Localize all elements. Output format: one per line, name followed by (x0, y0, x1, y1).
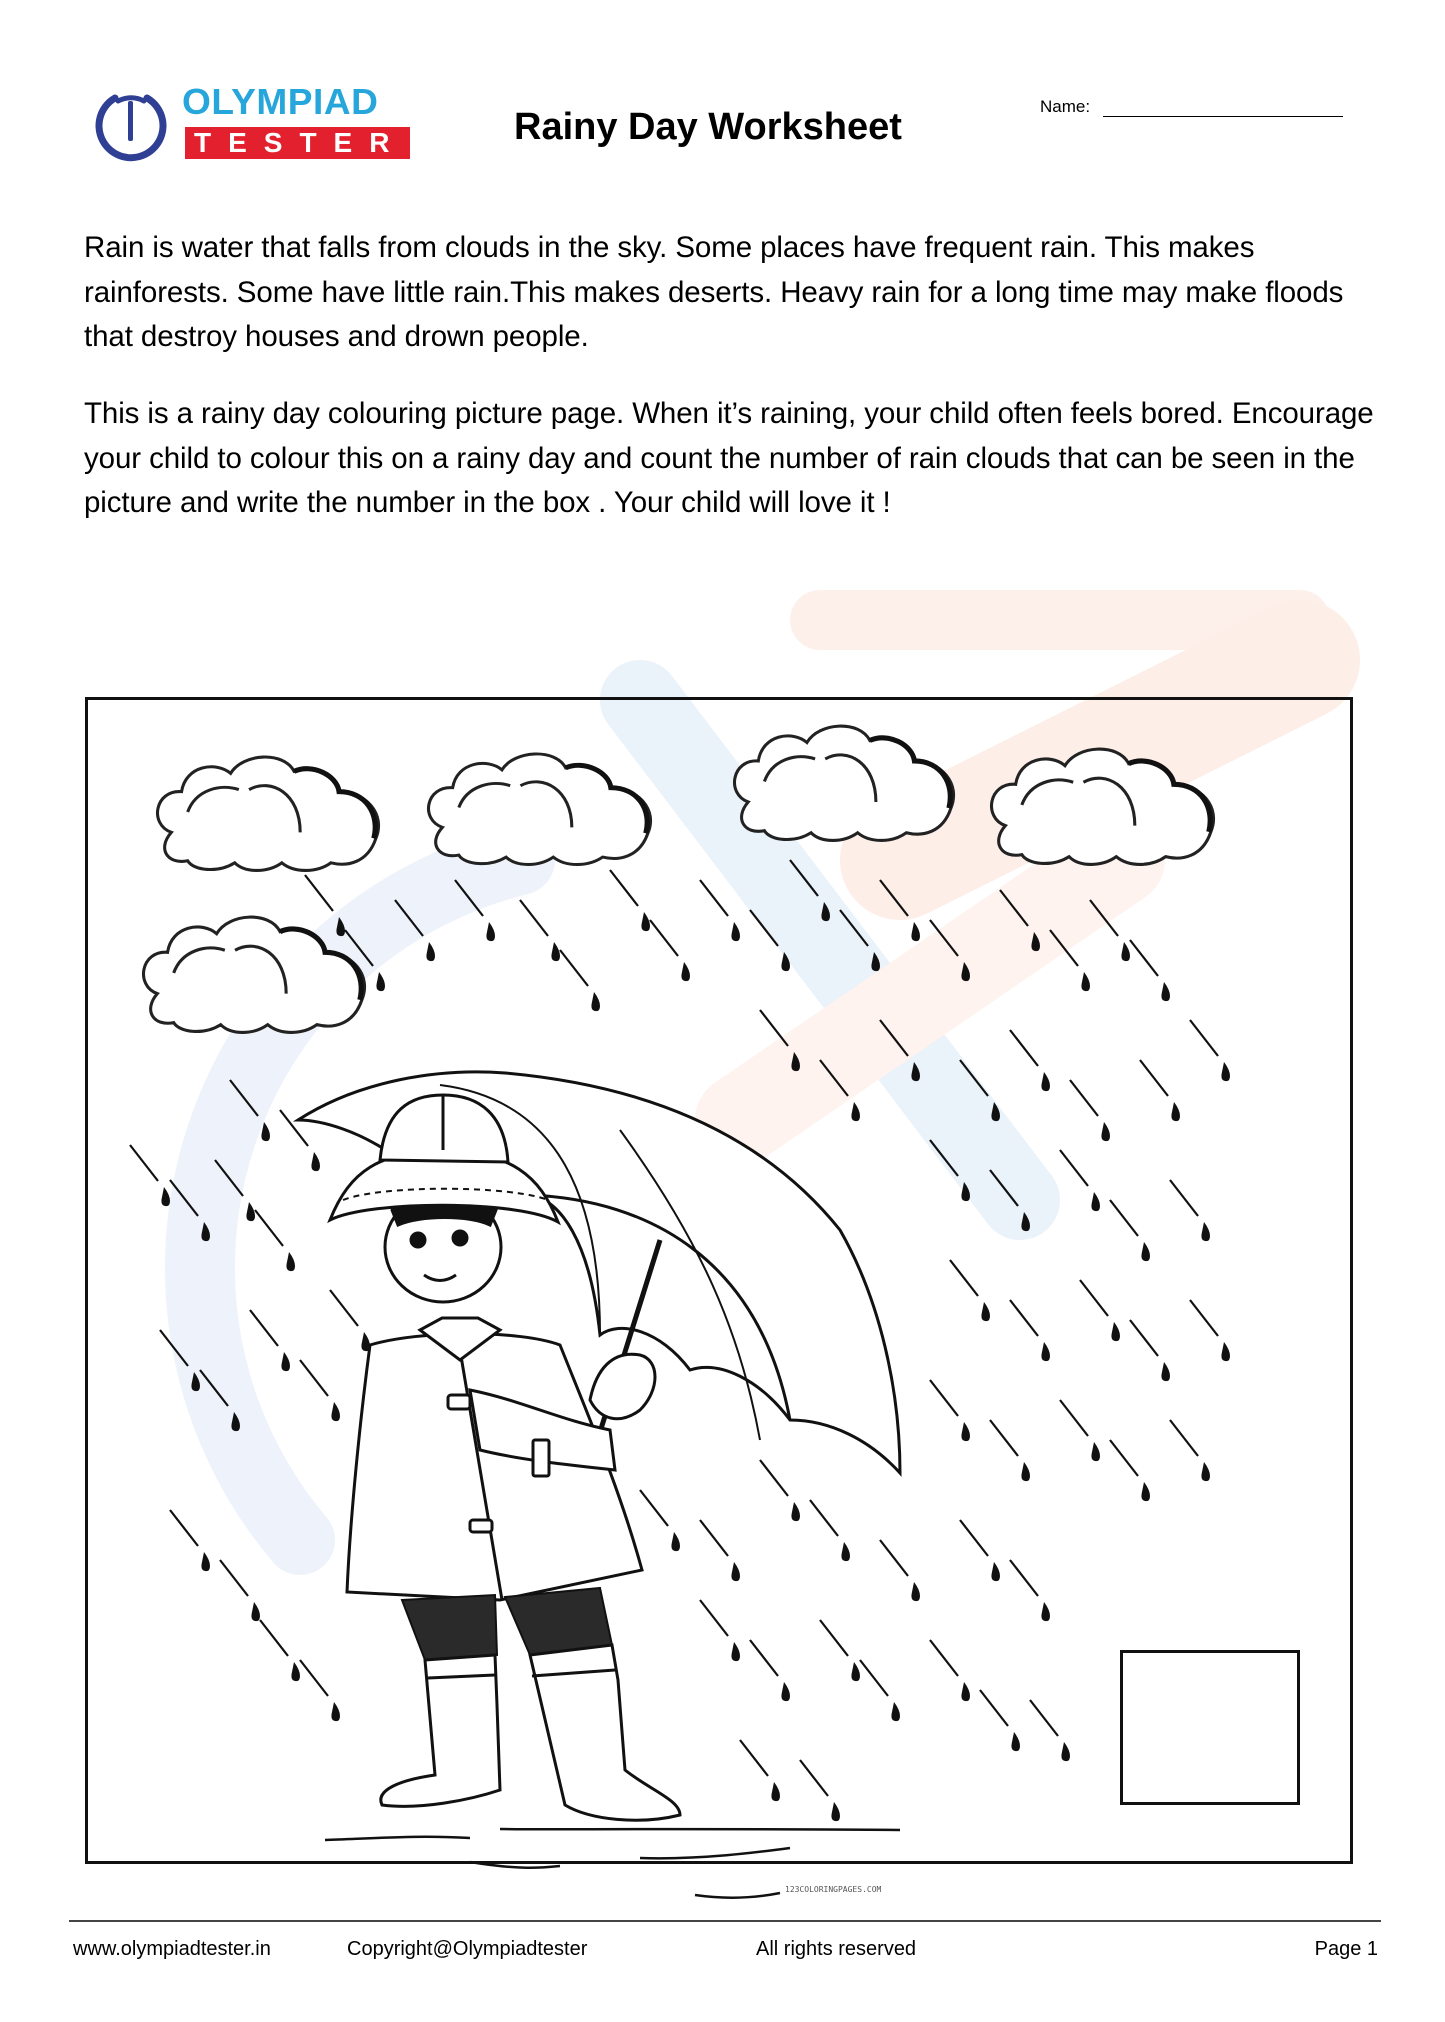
rain-drop (220, 1560, 260, 1621)
rain-drop (255, 1210, 295, 1271)
rain-drop (990, 1170, 1030, 1231)
rain-drop (700, 1600, 740, 1661)
rain-drop (1110, 1200, 1150, 1261)
rain-drop (740, 1740, 780, 1801)
rain-drop (790, 860, 830, 921)
rain-drop (980, 1690, 1020, 1751)
rain-drop (1190, 1020, 1230, 1081)
rain-drop (1170, 1420, 1210, 1481)
footer-website: www.olympiadtester.in (73, 1938, 271, 1960)
rain-drop (1010, 1300, 1050, 1361)
rain-drop (215, 1160, 255, 1221)
rain-drop (1050, 930, 1090, 991)
rain-cloud (144, 917, 365, 1032)
footer-copyright: Copyright@Olympiadtester (347, 1938, 588, 1960)
rain-cloud (429, 754, 651, 865)
rain-drop (170, 1180, 210, 1241)
rain-drop (880, 880, 920, 941)
rain-drop (1110, 1440, 1150, 1501)
page-title: Rainy Day Worksheet (514, 106, 902, 148)
rain-drop (820, 1620, 860, 1681)
rain-drop (860, 1660, 900, 1721)
rain-drop (455, 880, 495, 941)
rain-drop (520, 900, 560, 961)
rain-drop (330, 1290, 370, 1351)
rain-drop (160, 1330, 200, 1391)
rain-drop (820, 1060, 860, 1121)
rain-drop (1060, 1400, 1100, 1461)
name-field-line[interactable] (1103, 116, 1343, 117)
rain-drop (1140, 1060, 1180, 1121)
rain-drop (700, 880, 740, 941)
raincoat (347, 1318, 642, 1600)
rain-drop (130, 1145, 170, 1206)
rain-drop (990, 1420, 1030, 1481)
rain-drop (760, 1460, 800, 1521)
rain-clouds (144, 726, 1214, 1032)
rain-drop (650, 920, 690, 981)
instructions-paragraph: This is a rainy day colouring picture page. When it’s raining, your child often feels bored. Encourage your child to colour this on a rainy day and count the number of rain clouds that can be seen in the picture and write the number in the box . Your child will love it ! (84, 397, 1374, 519)
olympiad-tester-logo (90, 81, 415, 162)
footer-rights: All rights reserved (756, 1938, 917, 1960)
rain-drop (760, 1010, 800, 1071)
rain-drop (300, 1360, 340, 1421)
boots (381, 1645, 680, 1820)
rain-drop (840, 910, 880, 971)
rain-drop (1130, 1320, 1170, 1381)
rain-drop (960, 1520, 1000, 1581)
intro-paragraph: Rain is water that falls from clouds in the sky. Some places have frequent rain. This makes rainforests. Some have little rain.This makes deserts. Heavy rain for a long time may make floods that destroy houses and drown people. (84, 231, 1344, 353)
footer-page-number: Page 1 (1314, 1938, 1378, 1960)
rain-drop (1090, 900, 1130, 961)
rain-drop (750, 1640, 790, 1701)
rain-cloud (735, 726, 954, 840)
logo-t-circle-icon (93, 91, 169, 161)
cloud-count-answer-box[interactable] (1120, 1650, 1300, 1805)
rain-drop (610, 870, 650, 931)
logo-text-tester-bar (185, 127, 410, 159)
rain-drop (1080, 1280, 1120, 1341)
rain-drop (1060, 1150, 1100, 1211)
rain-drop (880, 1540, 920, 1601)
rain-drop (200, 1370, 240, 1431)
rain-drop (170, 1510, 210, 1571)
rain-drop (960, 1060, 1000, 1121)
hand (590, 1354, 655, 1418)
rain-drop (810, 1500, 850, 1561)
name-label: Name: (1040, 97, 1091, 116)
rain-cloud (992, 749, 1214, 864)
rain-drop (1070, 1080, 1110, 1141)
rain-drop (300, 1660, 340, 1721)
rain-drop (800, 1760, 840, 1821)
logo-text-olympiad: OLYMPIAD (182, 81, 379, 122)
rain-drop (1010, 1030, 1050, 1091)
rain-drop (930, 1640, 970, 1701)
rain-drop (260, 1620, 300, 1681)
rain-drop (560, 950, 600, 1011)
footer-divider (69, 1920, 1381, 1922)
rain-drop (930, 1380, 970, 1441)
rain-drop (395, 900, 435, 961)
rain-drop (930, 920, 970, 981)
rain-drop (1130, 940, 1170, 1001)
rain-drop (1010, 1560, 1050, 1621)
rain-drop (250, 1310, 290, 1371)
rain-drop (950, 1260, 990, 1321)
logo-text-tester: TESTER (194, 127, 407, 158)
rain-drop (1000, 890, 1040, 951)
rain-drop (700, 1520, 740, 1581)
rain-drop (750, 910, 790, 971)
rain-drop (880, 1020, 920, 1081)
rain-drop (930, 1140, 970, 1201)
rain-drop (1030, 1700, 1070, 1761)
illustration-credit: 123COLORINGPAGES.COM (785, 1885, 882, 1894)
rain-drop (640, 1490, 680, 1551)
rain-drop (305, 875, 345, 936)
rain-cloud (158, 757, 379, 870)
rain-drop (1190, 1300, 1230, 1361)
rain-drop (230, 1080, 270, 1141)
rain-drop (1170, 1180, 1210, 1241)
